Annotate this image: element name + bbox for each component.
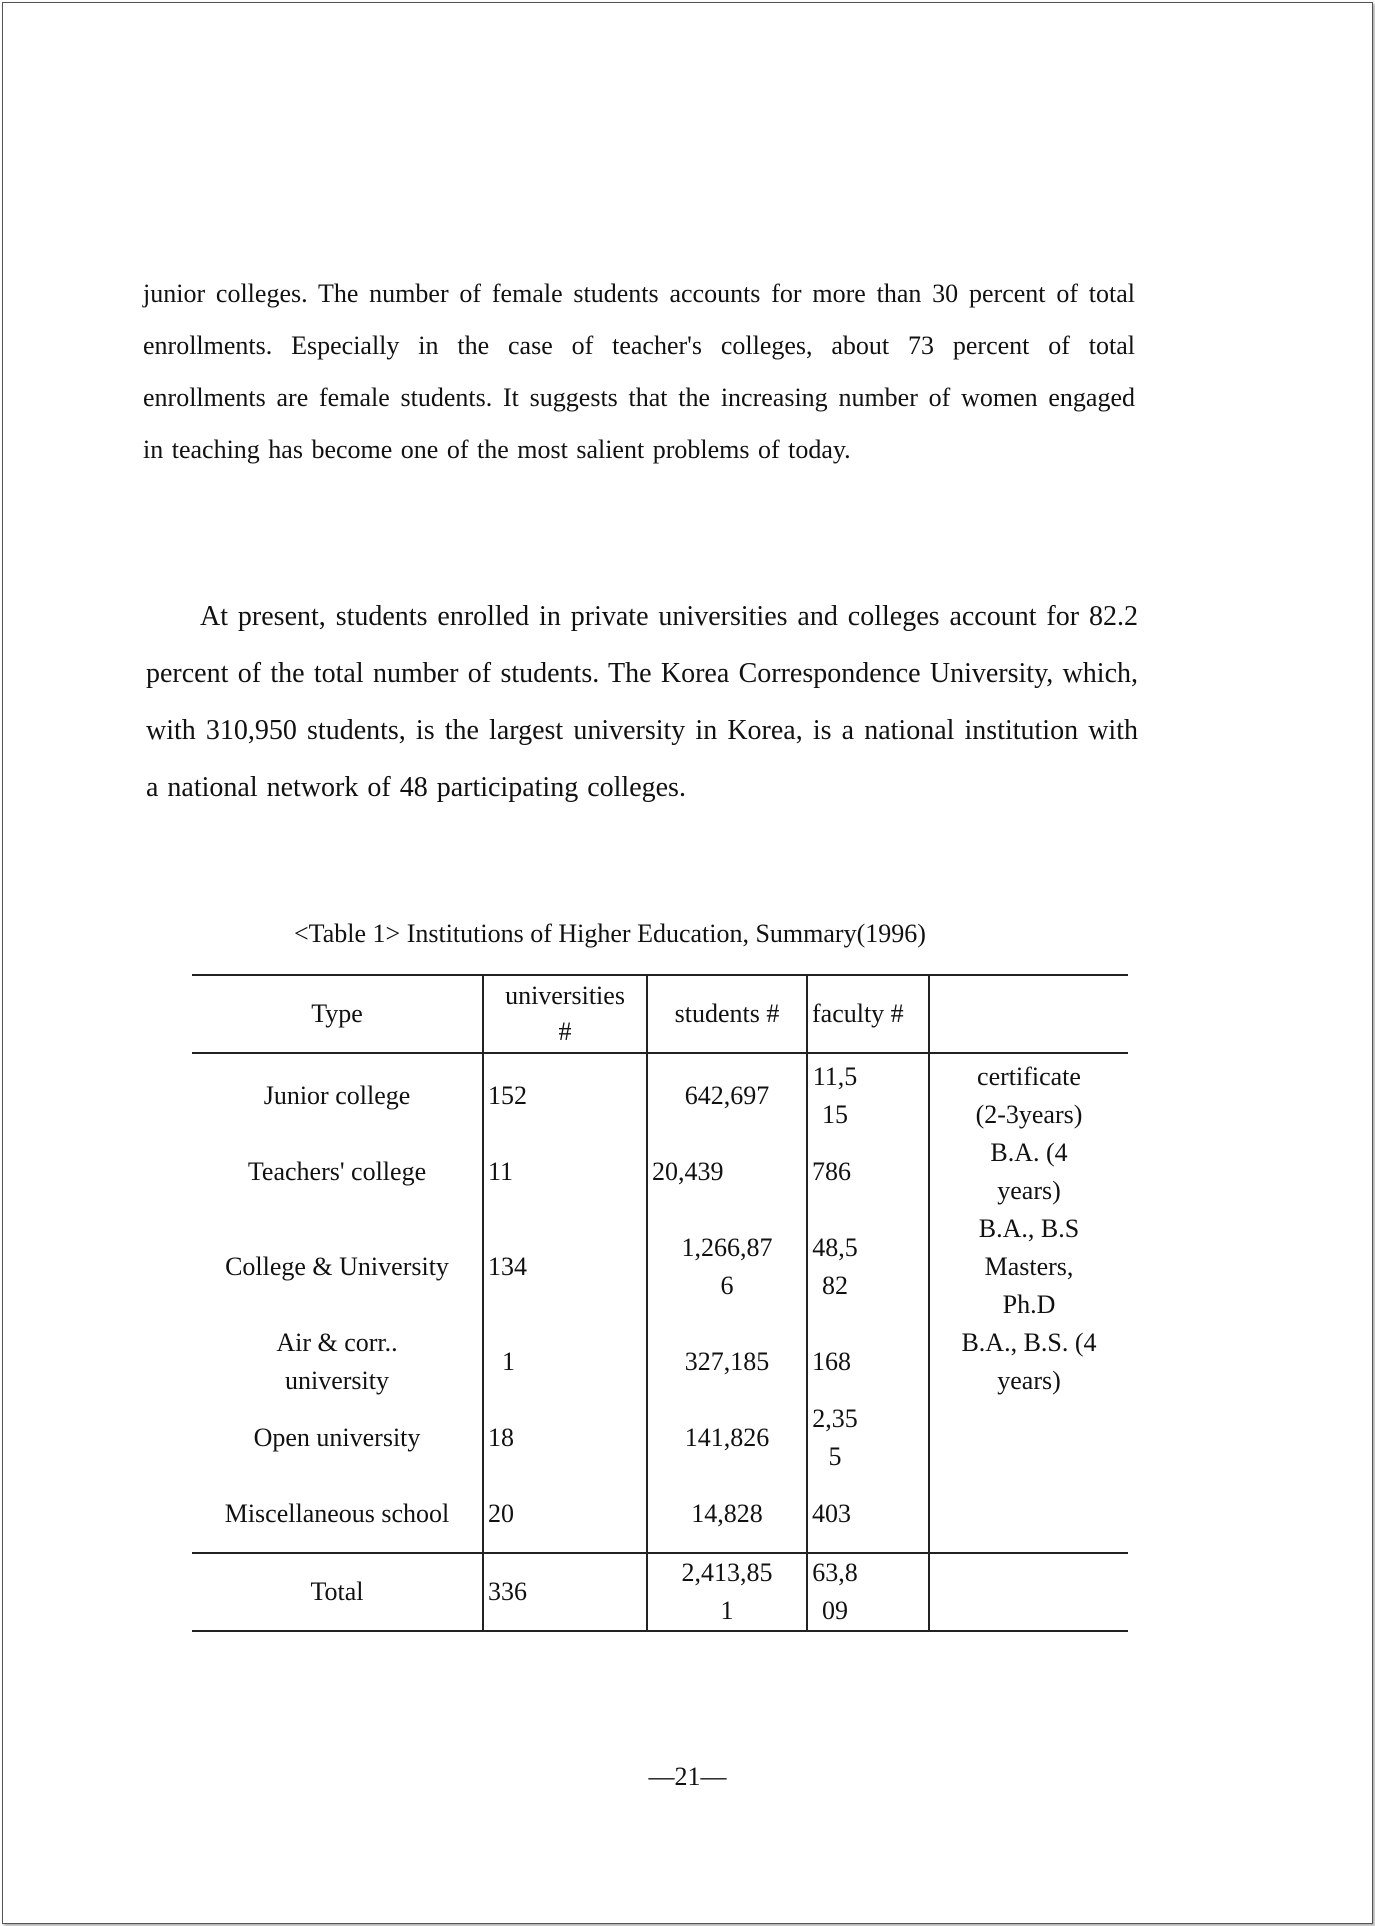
cell-degree bbox=[929, 1053, 1128, 1134]
header-type: Type bbox=[311, 999, 363, 1028]
cell-universities: 152 bbox=[483, 1053, 647, 1134]
header-degree bbox=[929, 975, 1128, 1053]
cell-type bbox=[192, 1324, 483, 1400]
cell-universities: 336 bbox=[483, 1553, 647, 1631]
page-number: —21— bbox=[648, 1762, 727, 1791]
cell-type: College & University bbox=[225, 1252, 449, 1281]
cell-type: Total bbox=[310, 1577, 364, 1606]
cell-degree bbox=[929, 1400, 1128, 1476]
cell-faculty bbox=[807, 1553, 929, 1631]
table-total-row bbox=[192, 1553, 1128, 1631]
cell-degree-value: B.A. (4 years) bbox=[990, 1138, 1068, 1205]
cell-universities: 20 bbox=[483, 1476, 647, 1553]
cell-type: Open university bbox=[253, 1423, 421, 1452]
cell-students: 14,828 bbox=[647, 1476, 807, 1553]
body-paragraph-2: At present, students enrolled in private universities and colleges account for 82.2 percent of the total number of students. The Korea Correspondence University, which, with 310,950 students, is the largest university in Korea, is a national institution with a national network of 48 participating colleges. bbox=[146, 601, 1138, 803]
cell-universities: 134 bbox=[483, 1210, 647, 1324]
cell-students bbox=[647, 1324, 807, 1400]
cell-degree-value: certificate (2-3years) bbox=[975, 1062, 1083, 1129]
header-faculty: faculty # bbox=[807, 975, 929, 1053]
table-row bbox=[192, 1476, 1128, 1553]
cell-students-value: 2,413,851 bbox=[681, 1558, 773, 1625]
cell-faculty-value: 2,355 bbox=[812, 1404, 858, 1471]
institutions-table bbox=[192, 974, 1128, 1632]
cell-degree bbox=[929, 1476, 1128, 1553]
cell-faculty: 168 bbox=[807, 1324, 929, 1400]
table-row bbox=[192, 1053, 1128, 1134]
table-header-row bbox=[192, 975, 1128, 1053]
cell-faculty-value: 63,809 bbox=[812, 1558, 858, 1625]
cell-universities: 18 bbox=[483, 1400, 647, 1476]
cell-degree bbox=[929, 1324, 1128, 1400]
cell-faculty-value: 48,582 bbox=[812, 1233, 858, 1300]
cell-universities: 1 bbox=[483, 1324, 647, 1400]
cell-students: 20,439 bbox=[647, 1134, 807, 1210]
cell-type: Junior college bbox=[263, 1081, 411, 1110]
header-universities bbox=[483, 975, 647, 1053]
cell-faculty bbox=[807, 1053, 929, 1134]
table-row bbox=[192, 1134, 1128, 1210]
table-row bbox=[192, 1210, 1128, 1324]
cell-students bbox=[647, 1210, 807, 1324]
cell-faculty bbox=[807, 1210, 929, 1324]
cell-type: Teachers' college bbox=[247, 1157, 427, 1186]
cell-students-value: 642,697 bbox=[684, 1081, 770, 1110]
cell-students bbox=[647, 1400, 807, 1476]
cell-students-value: 1,266,876 bbox=[681, 1233, 773, 1300]
cell-faculty bbox=[807, 1400, 929, 1476]
cell-students-value: 327,185 bbox=[684, 1347, 770, 1376]
body-paragraph-1: junior colleges. The number of female students accounts for more than 30 percent of total enrollments. Especially in the case of teacher's colleges, about 73 percent of total enrollments are female students. It suggests that the increasing number of women engaged in teaching has become one of the most salient problems of today. bbox=[143, 279, 1135, 464]
cell-universities: 11 bbox=[483, 1134, 647, 1210]
header-students: students # bbox=[647, 975, 807, 1053]
cell-type: Miscellaneous school bbox=[224, 1499, 450, 1528]
cell-degree bbox=[929, 1134, 1128, 1210]
cell-degree-value: B.A., B.S. (4 years) bbox=[961, 1328, 1097, 1395]
header-universities-label: universities # bbox=[505, 981, 625, 1046]
cell-degree bbox=[929, 1210, 1128, 1324]
cell-students bbox=[647, 1553, 807, 1631]
cell-faculty-value: 11,515 bbox=[812, 1062, 858, 1129]
cell-degree-value: B.A., B.S Masters, Ph.D bbox=[978, 1214, 1080, 1319]
cell-students bbox=[647, 1053, 807, 1134]
table-caption: <Table 1> Institutions of Higher Education, Summary(1996) bbox=[294, 919, 926, 948]
table-row bbox=[192, 1400, 1128, 1476]
cell-faculty: 786 bbox=[807, 1134, 929, 1210]
cell-faculty: 403 bbox=[807, 1476, 929, 1553]
table-row bbox=[192, 1324, 1128, 1400]
cell-degree bbox=[929, 1553, 1128, 1631]
cell-students-value: 141,826 bbox=[684, 1423, 770, 1452]
cell-type-value: Air & corr.. university bbox=[276, 1328, 398, 1395]
